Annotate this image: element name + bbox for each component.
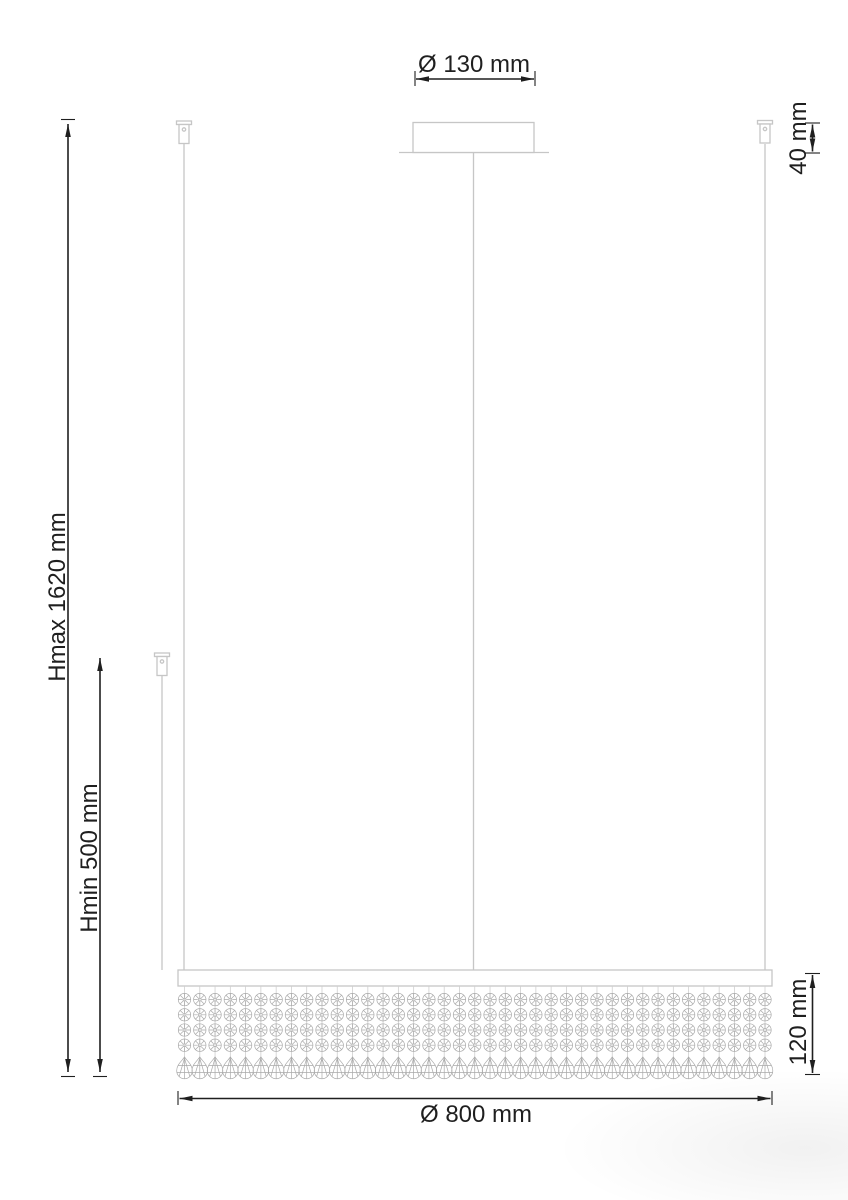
- fixture-linework: [155, 121, 773, 1079]
- crystal-strand: [650, 986, 666, 1079]
- crystal-strand: [528, 986, 544, 1079]
- crystal-strand: [177, 986, 193, 1079]
- crystal-strand: [253, 986, 269, 1079]
- crystal-strand: [360, 986, 376, 1079]
- crystal-strand: [238, 986, 254, 1079]
- dim-canopy-diameter: [415, 51, 535, 86]
- label-canopy-diameter: Ø 130 mm: [417, 51, 531, 78]
- dim-fixture-diameter: [178, 1091, 772, 1128]
- crystal-strand: [681, 986, 697, 1079]
- label-height-min: Hmin 500 mm: [76, 783, 103, 933]
- crystal-strand: [559, 986, 575, 1079]
- crystal-strand: [375, 986, 391, 1079]
- dim-height-min: [76, 658, 107, 1077]
- label-height-max: Hmax 1620 mm: [44, 512, 71, 682]
- crystal-strand: [406, 986, 422, 1079]
- crystal-strand: [284, 986, 300, 1079]
- crystal-strand: [666, 986, 682, 1079]
- crystal-strand: [696, 986, 712, 1079]
- cable-gripper-top-right: [758, 121, 773, 144]
- crystal-strand: [329, 986, 345, 1079]
- crystal-strand: [482, 986, 498, 1079]
- crystal-strand: [314, 986, 330, 1079]
- crystal-strand: [635, 986, 651, 1079]
- crystal-strand: [589, 986, 605, 1079]
- crystal-strand: [467, 986, 483, 1079]
- crystal-strand: [604, 986, 620, 1079]
- cable-gripper-mid-left: [155, 653, 170, 676]
- crystal-strand: [268, 986, 284, 1079]
- canopy: [413, 123, 534, 153]
- fixture-ring-bar: [178, 970, 772, 986]
- label-canopy-height: 40 mm: [785, 101, 812, 175]
- dim-canopy-height: [785, 101, 820, 174]
- dim-crystal-band-height: [785, 974, 820, 1075]
- crystal-strand: [711, 986, 727, 1079]
- crystal-strand: [498, 986, 514, 1079]
- crystal-strand: [436, 986, 452, 1079]
- dimension-annotations: [44, 51, 820, 1128]
- label-fixture-diameter: Ø 800 mm: [419, 1101, 533, 1128]
- crystal-strands: [177, 986, 773, 1079]
- crystal-strand: [207, 986, 223, 1079]
- crystal-strand: [513, 986, 529, 1079]
- crystal-strand: [345, 986, 361, 1079]
- crystal-strand: [192, 986, 208, 1079]
- crystal-strand: [223, 986, 239, 1079]
- crystal-strand: [727, 986, 743, 1079]
- crystal-strand: [742, 986, 758, 1079]
- crystal-strand: [543, 986, 559, 1079]
- dim-height-max: [44, 120, 75, 1077]
- label-crystal-band-height: 120 mm: [785, 978, 812, 1066]
- crystal-strand: [757, 986, 773, 1079]
- crystal-strand: [574, 986, 590, 1079]
- crystal-strand: [452, 986, 468, 1079]
- cable-gripper-top-left: [177, 121, 192, 144]
- crystal-strand: [421, 986, 437, 1079]
- crystal-strand: [620, 986, 636, 1079]
- crystal-strand: [299, 986, 315, 1079]
- crystal-strand: [391, 986, 407, 1079]
